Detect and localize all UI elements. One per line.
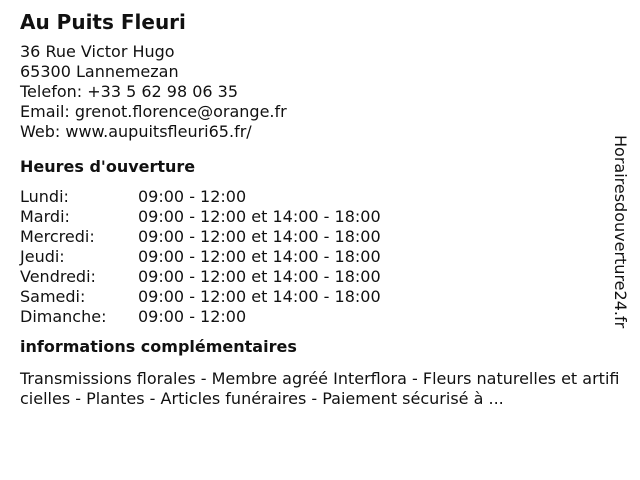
hours-day: Mercredi: xyxy=(20,227,95,246)
hours-day: Dimanche: xyxy=(20,307,107,326)
contact-block xyxy=(20,42,610,142)
street-address: 36 Rue Victor Hugo xyxy=(20,42,175,61)
hours-row-dimanche xyxy=(20,307,610,327)
hours-row-vendredi xyxy=(20,267,610,287)
city-address: 65300 Lannemezan xyxy=(20,62,179,81)
hours-row-samedi xyxy=(20,287,610,307)
hours-heading: Heures d'ouverture xyxy=(20,157,196,176)
hours-time: 09:00 - 12:00 et 14:00 - 18:00 xyxy=(138,247,381,266)
hours-day: Vendredi: xyxy=(20,267,96,286)
hours-day: Lundi: xyxy=(20,187,69,206)
site-watermark: Horairesdouverture24.fr xyxy=(611,135,630,329)
hours-row-lundi xyxy=(20,187,610,207)
hours-time: 09:00 - 12:00 xyxy=(138,307,247,326)
email-address: Email: grenot.florence@orange.fr xyxy=(20,102,287,121)
hours-day: Jeudi: xyxy=(20,247,65,266)
hours-row-jeudi xyxy=(20,247,610,267)
hours-row-mercredi xyxy=(20,227,610,247)
hours-time: 09:00 - 12:00 et 14:00 - 18:00 xyxy=(138,227,381,246)
hours-row-mardi xyxy=(20,207,610,227)
hours-time: 09:00 - 12:00 et 14:00 - 18:00 xyxy=(138,287,381,306)
hours-day: Mardi: xyxy=(20,207,70,226)
hours-day: Samedi: xyxy=(20,287,86,306)
info-heading: informations complémentaires xyxy=(20,337,297,356)
business-name: Au Puits Fleuri xyxy=(20,10,186,34)
phone-number: Telefon: +33 5 62 98 06 35 xyxy=(20,82,239,101)
hours-time: 09:00 - 12:00 et 14:00 - 18:00 xyxy=(138,267,381,286)
hours-time: 09:00 - 12:00 et 14:00 - 18:00 xyxy=(138,207,381,226)
hours-table xyxy=(20,187,610,327)
hours-time: 09:00 - 12:00 xyxy=(138,187,247,206)
website: Web: www.aupuitsfleuri65.fr/ xyxy=(20,122,252,141)
info-text: Transmissions florales - Membre agréé Interflora - Fleurs naturelles et artificielles - Plantes - Articles funéraires - Paiement sécurisé à ... xyxy=(20,369,620,408)
business-card xyxy=(20,8,620,409)
